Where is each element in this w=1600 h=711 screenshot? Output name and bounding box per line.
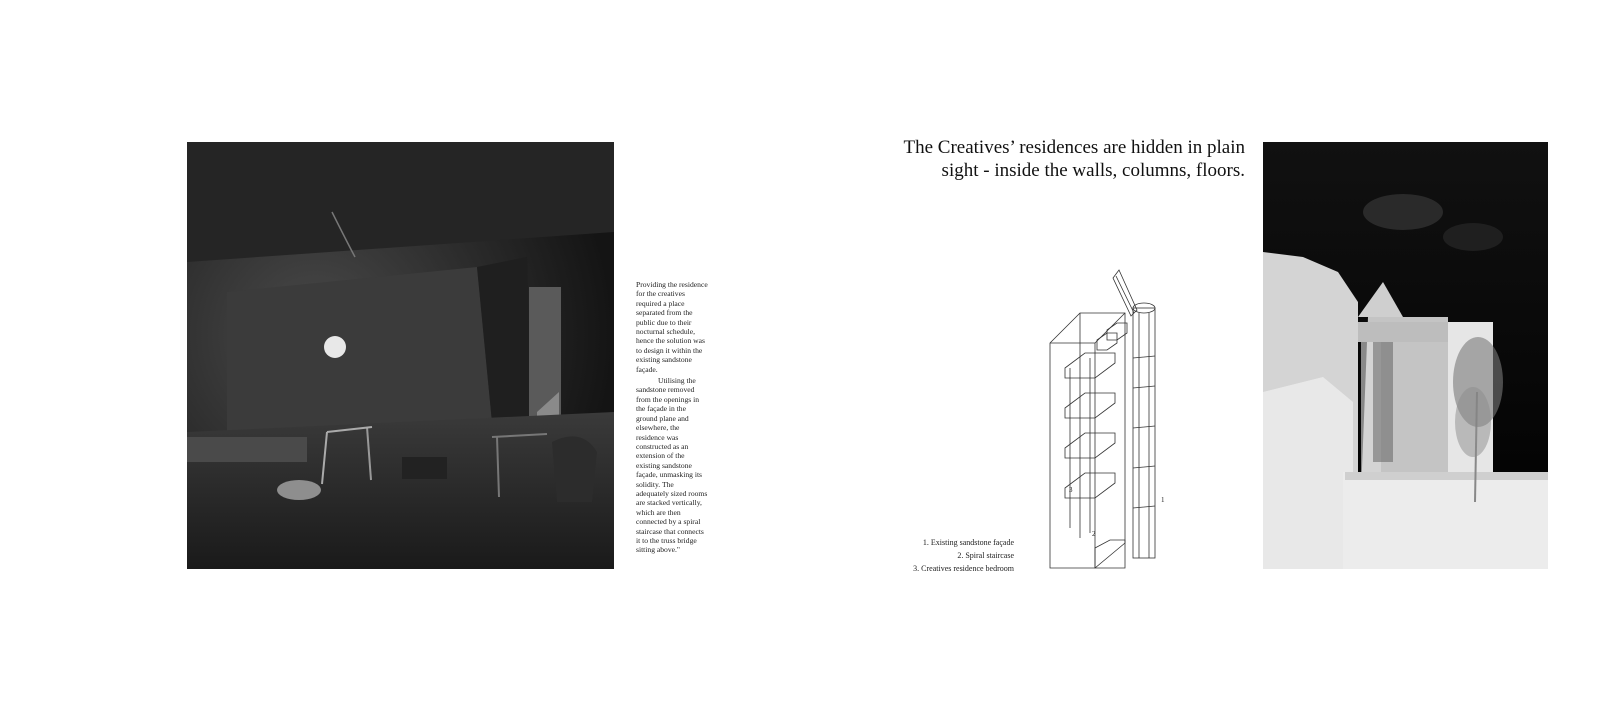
axonometric-diagram xyxy=(1035,268,1180,573)
body-paragraph-1: Providing the residence for the creatives required a place separated from the public due to their nocturnal schedule, hence the solution was to design it within the existing sandstone façade. xyxy=(636,280,708,374)
interior-render-photo xyxy=(187,142,614,569)
headline: The Creatives’ residences are hidden in plain sight - inside the walls, columns, floors. xyxy=(903,137,1245,181)
diagram-label-2: 2 xyxy=(1092,530,1096,538)
legend-item-1: 1. Existing sandstone façade xyxy=(922,538,1014,547)
body-text-column xyxy=(636,280,708,557)
axonometric-drawing xyxy=(1035,268,1180,573)
diagram-label-3: 3 xyxy=(1069,486,1073,494)
architectural-model-photo xyxy=(1263,142,1548,569)
legend-item-3: 3. Creatives residence bedroom xyxy=(913,564,1014,573)
interior-render-illustration xyxy=(187,142,614,569)
diagram-legend xyxy=(913,536,1014,575)
model-illustration xyxy=(1263,142,1548,569)
body-paragraph-2: Utilising the sandstone removed from the openings in the façade in the ground plane and elsewhere, the residence was constructed as an extension of the existing sandstone façade, unmasking its solidity. The adequately sized rooms are stacked vertically, which are then connected by a spiral staircase that connects it to the truss bridge sitting above." xyxy=(636,376,708,555)
diagram-label-1: 1 xyxy=(1161,496,1165,504)
legend-item-2: 2. Spiral staircase xyxy=(957,551,1014,560)
